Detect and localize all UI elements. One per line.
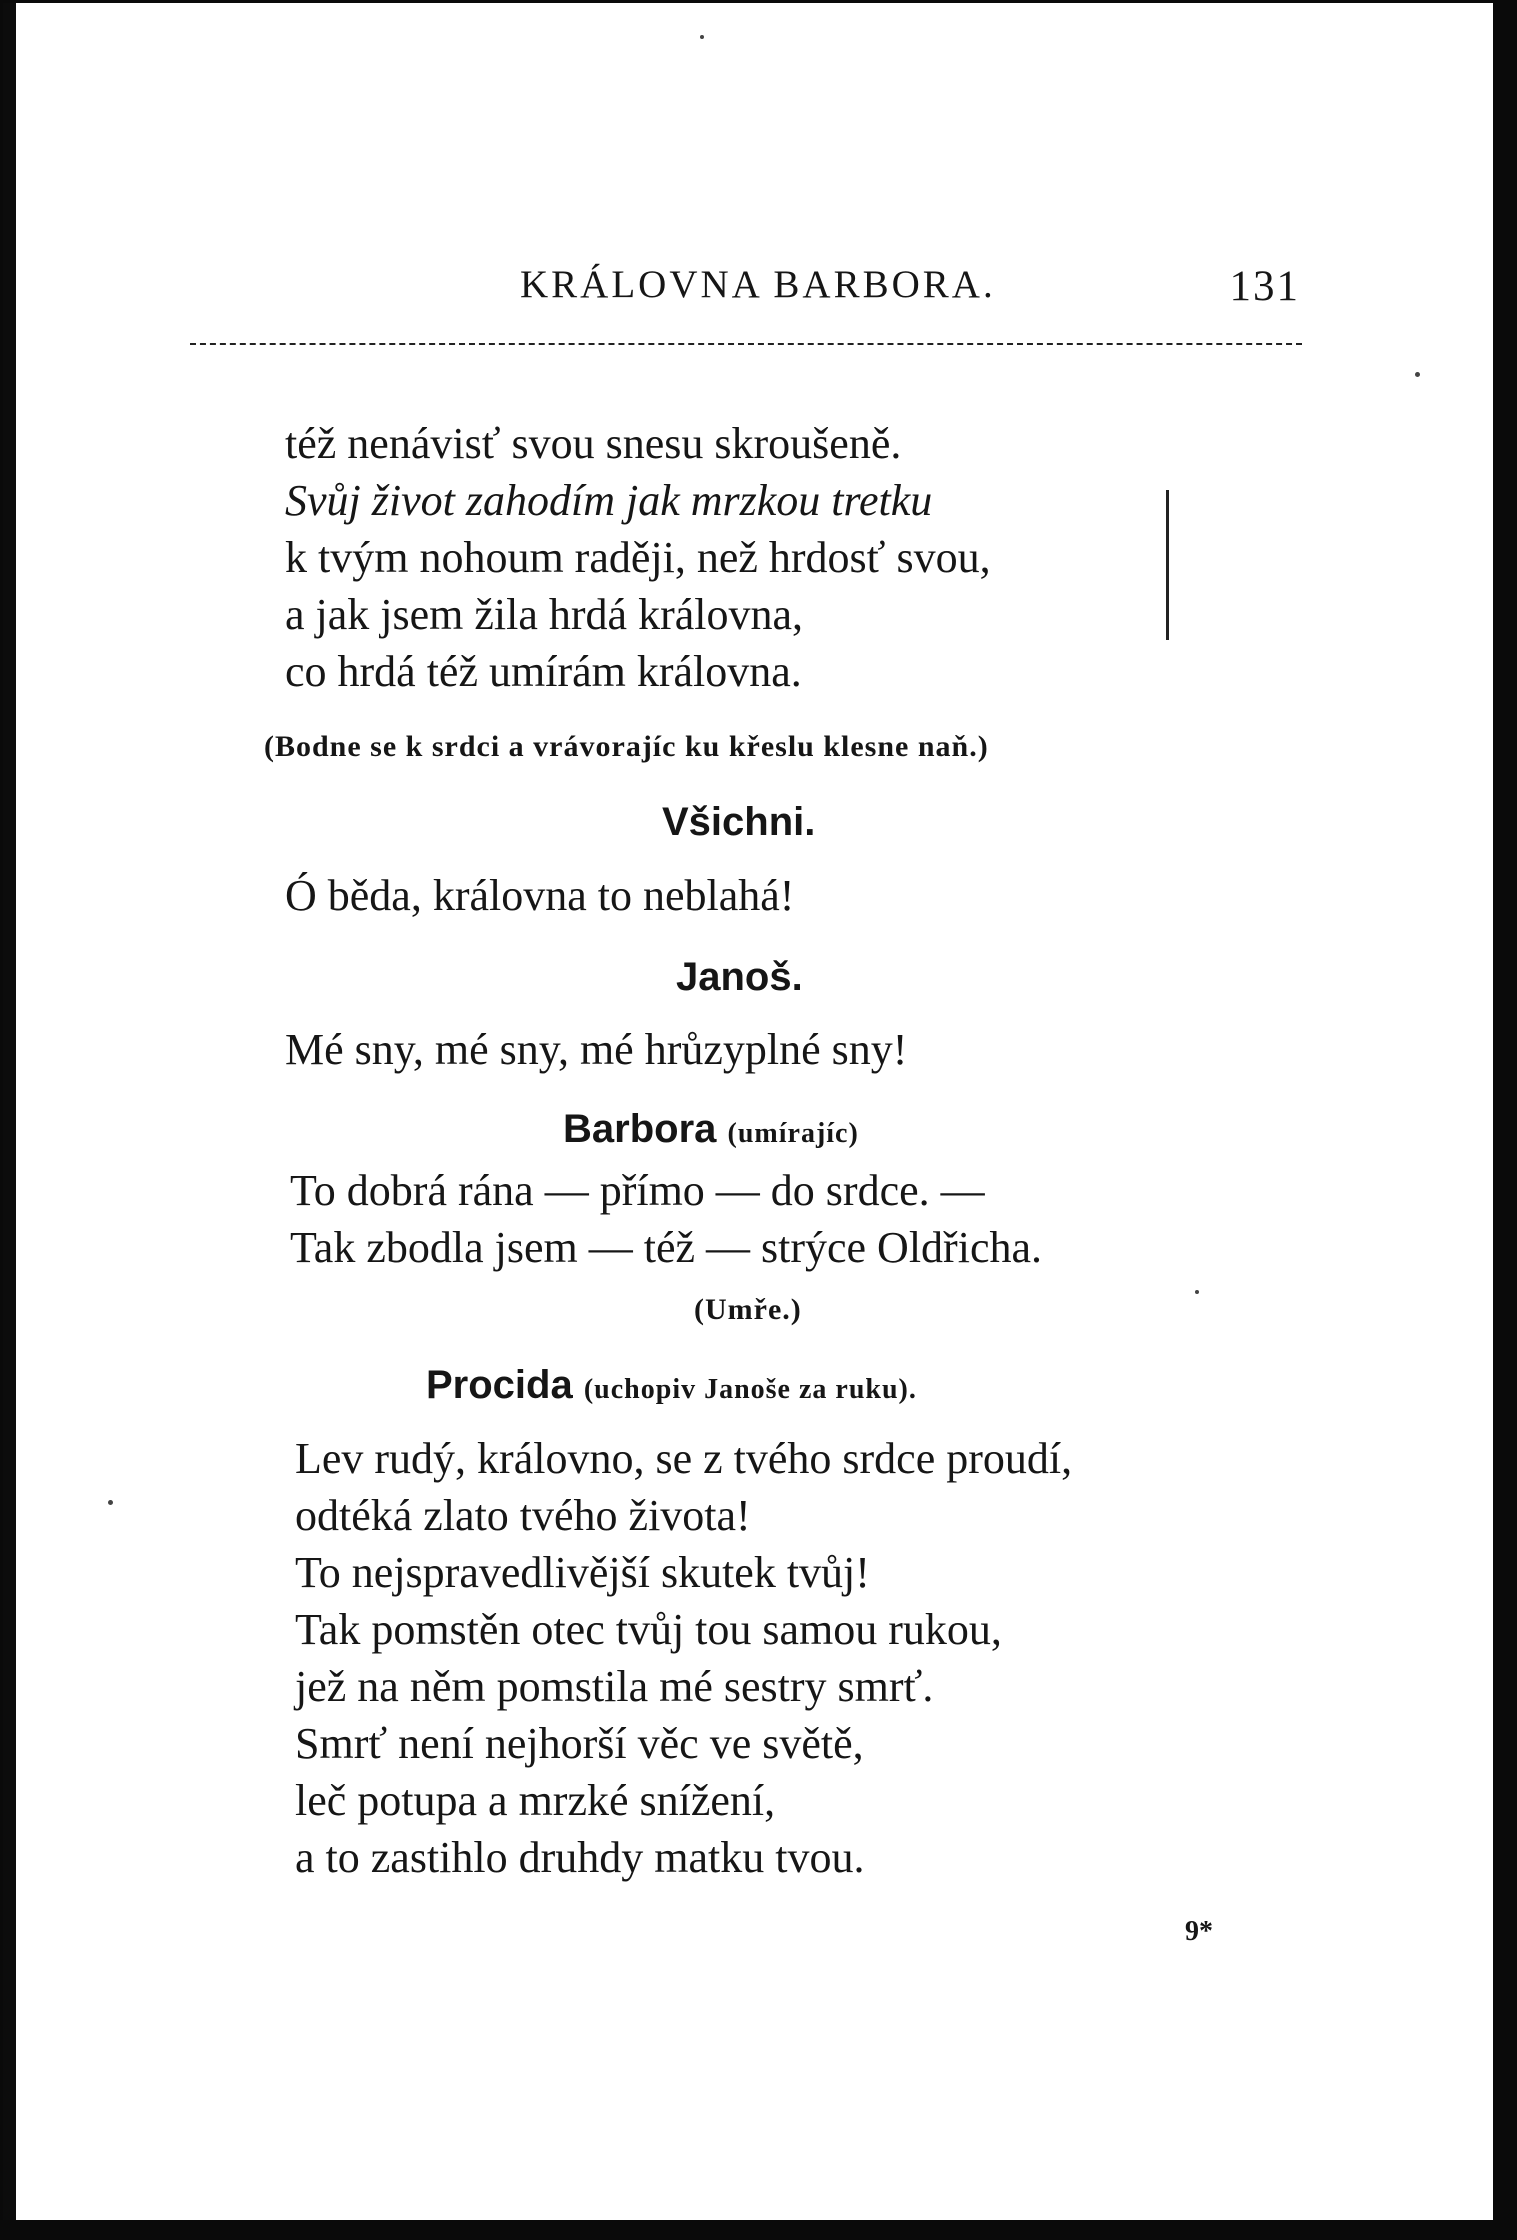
verse-line: též nenávisť svou snesu skroušeně.	[285, 419, 902, 468]
verse-line-text: Svůj život zahodím jak mrzkou tretku	[285, 476, 933, 525]
signature-mark: 9*	[1185, 1916, 1213, 1947]
speaker-label: Procida	[426, 1363, 573, 1407]
speech-line: Ó běda, královna to neblahá!	[285, 871, 795, 920]
scan-left-edge	[0, 0, 16, 2240]
verse-line: a jak jsem žila hrdá královna,	[285, 590, 804, 639]
verse-line: jež na něm pomstila mé sestry smrť.	[295, 1662, 934, 1711]
stage-direction: (Umře.)	[694, 1293, 802, 1326]
stage-direction: (Bodne se k srdci a vrávorajíc ku křeslu klesne naň.)	[264, 730, 989, 763]
verse-line: Lev rudý, královno, se z tvého srdce proudí,	[295, 1434, 1073, 1483]
verse-line	[285, 475, 932, 527]
speaker-note: (umírajíc)	[727, 1118, 859, 1149]
page-header	[170, 262, 1300, 322]
speaker-name	[563, 1107, 859, 1152]
speaker-name	[426, 1363, 917, 1408]
scan-speck	[700, 35, 704, 39]
speaker-name: Všichni.	[662, 800, 816, 844]
header-rule	[190, 343, 1302, 345]
verse-line: Smrť není nejhorší věc ve světě,	[295, 1719, 864, 1768]
scan-speck	[1415, 372, 1420, 377]
speaker-label: Barbora	[563, 1107, 717, 1151]
verse-line: To nejspravedlivější skutek tvůj!	[295, 1548, 870, 1597]
speech-line: Tak zbodla jsem — též — strýce Oldřicha.	[290, 1223, 1042, 1272]
speech-line: To dobrá rána — přímo — do srdce. —	[290, 1166, 985, 1215]
speaker-name: Janoš.	[676, 955, 803, 999]
verse-line: leč potupa a mrzké snížení,	[295, 1776, 776, 1825]
verse-line: a to zastihlo druhdy matku tvou.	[295, 1833, 865, 1882]
scan-speck	[108, 1500, 113, 1505]
speaker-note: (uchopiv Janoše za ruku).	[583, 1374, 917, 1405]
page-number: 131	[1229, 263, 1300, 310]
scan-speck	[1195, 1290, 1199, 1294]
verse-line: Tak pomstěn otec tvůj tou samou rukou,	[295, 1605, 1002, 1654]
margin-bracket	[1166, 490, 1175, 640]
verse-line: odtéká zlato tvého života!	[295, 1491, 751, 1540]
running-head: KRÁLOVNA BARBORA.	[520, 263, 996, 306]
verse-line: k tvým nohoum raději, než hrdosť svou,	[285, 533, 991, 582]
verse-line: co hrdá též umírám královna.	[285, 647, 802, 696]
speech-line: Mé sny, mé sny, mé hrůzyplné sny!	[285, 1025, 908, 1074]
